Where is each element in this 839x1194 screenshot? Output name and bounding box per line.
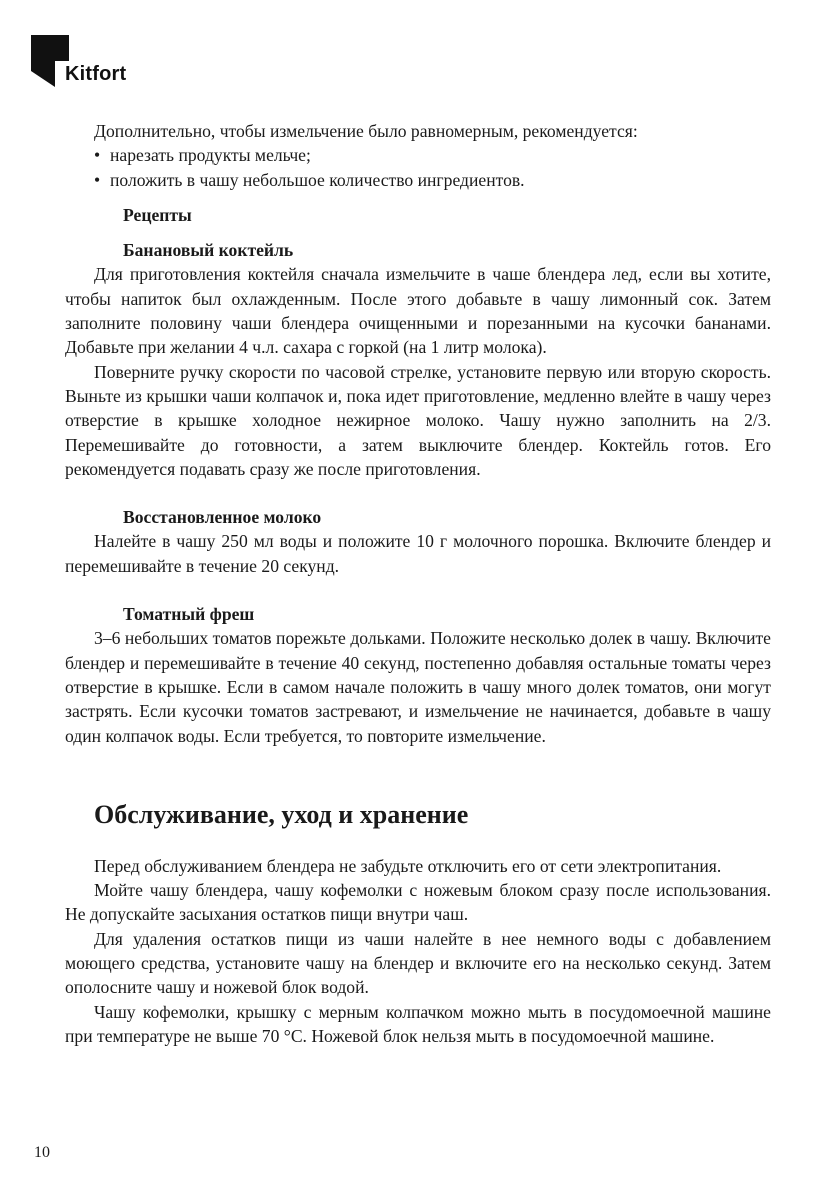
banana-recipe-paragraph: Поверните ручку скорости по часовой стрелке, установите первую или вторую скорость. Выньте из крышки чаши колпачок и, пока идет приготовление, медленно влейте в чашу через отверстие в крышке холодное нежирное молоко. Чашу нужно заполнить на 2/3. Перемешивайте до готовности, а затем выключите блендер. Коктейль готов. Его рекомендуется подавать сразу же после приготовления. <box>65 361 771 479</box>
care-paragraph: Чашу кофемолки, крышку с мерным колпачком можно мыть в посудомоечной машине при температуре не выше 70 °С. Ножевой блок нельзя мыть в посудомоечной машине. <box>65 1001 771 1046</box>
list-item: • положить в чашу небольшое количество ингредиентов. <box>94 168 771 192</box>
care-paragraph: Для удаления остатков пищи из чаши налейте в нее немного воды с добавлением моющего средства, установите чашу на блендер и включите его на несколько секунд. Затем ополосните чашу и ножевой блок водой. <box>65 928 771 998</box>
tomato-recipe-title: Томатный фреш <box>123 604 255 625</box>
tomato-recipe-paragraph: 3–6 небольших томатов порежьте дольками. Положите несколько долек в чашу. Включите блендер и перемешивайте в течение 40 секунд, постепенно добавляя остальные томаты через отверстие в крышке. Если в самом начале положить в чашу много долек томатов, они могут застрять. Если кусочки томатов застревают, и измельчение не начинается, добавьте в чашу один колпачок воды. Если требуется, то повторите измельчение. <box>65 628 771 746</box>
care-paragraph: Мойте чашу блендера, чашу кофемолки с ножевым блоком сразу после использования. Не допускайте засыхания остатков пищи внутри чаш. <box>65 880 771 925</box>
care-section-title: Обслуживание, уход и хранение <box>94 799 469 829</box>
banana-recipe-paragraph: Для приготовления коктейля сначала измельчите в чаше блендера лед, если вы хотите, чтобы напиток был охлажденным. После этого добавьте в чашу лимонный сок. Затем заполните половину чаши блендера очищенными и порезанными на кусочки бананами. Добавьте при желании 4 ч.л. сахара с горкой (на 1 литр молока). <box>65 264 771 358</box>
banana-recipe-title: Банановый коктейль <box>123 240 294 261</box>
kitfort-logo <box>31 35 151 87</box>
kitfort-logo-icon <box>31 35 69 87</box>
intro-bullet-list <box>65 143 771 192</box>
intro-text: Дополнительно, чтобы измельчение было равномерным, рекомендуется: <box>94 121 638 141</box>
page-number: 10 <box>34 1144 50 1161</box>
recipes-heading: Рецепты <box>123 204 192 225</box>
care-paragraph: Перед обслуживанием блендера не забудьте отключить его от сети электропитания. <box>94 855 722 876</box>
milk-recipe-paragraph: Налейте в чашу 250 мл воды и положите 10 г молочного порошка. Включите блендер и перемешивайте в течение 20 секунд. <box>65 531 771 576</box>
list-item: • нарезать продукты мельче; <box>94 143 771 167</box>
brand-name: Kitfort <box>65 63 127 85</box>
milk-recipe-title: Восстановленное молоко <box>123 507 322 528</box>
page-content <box>65 119 771 1048</box>
